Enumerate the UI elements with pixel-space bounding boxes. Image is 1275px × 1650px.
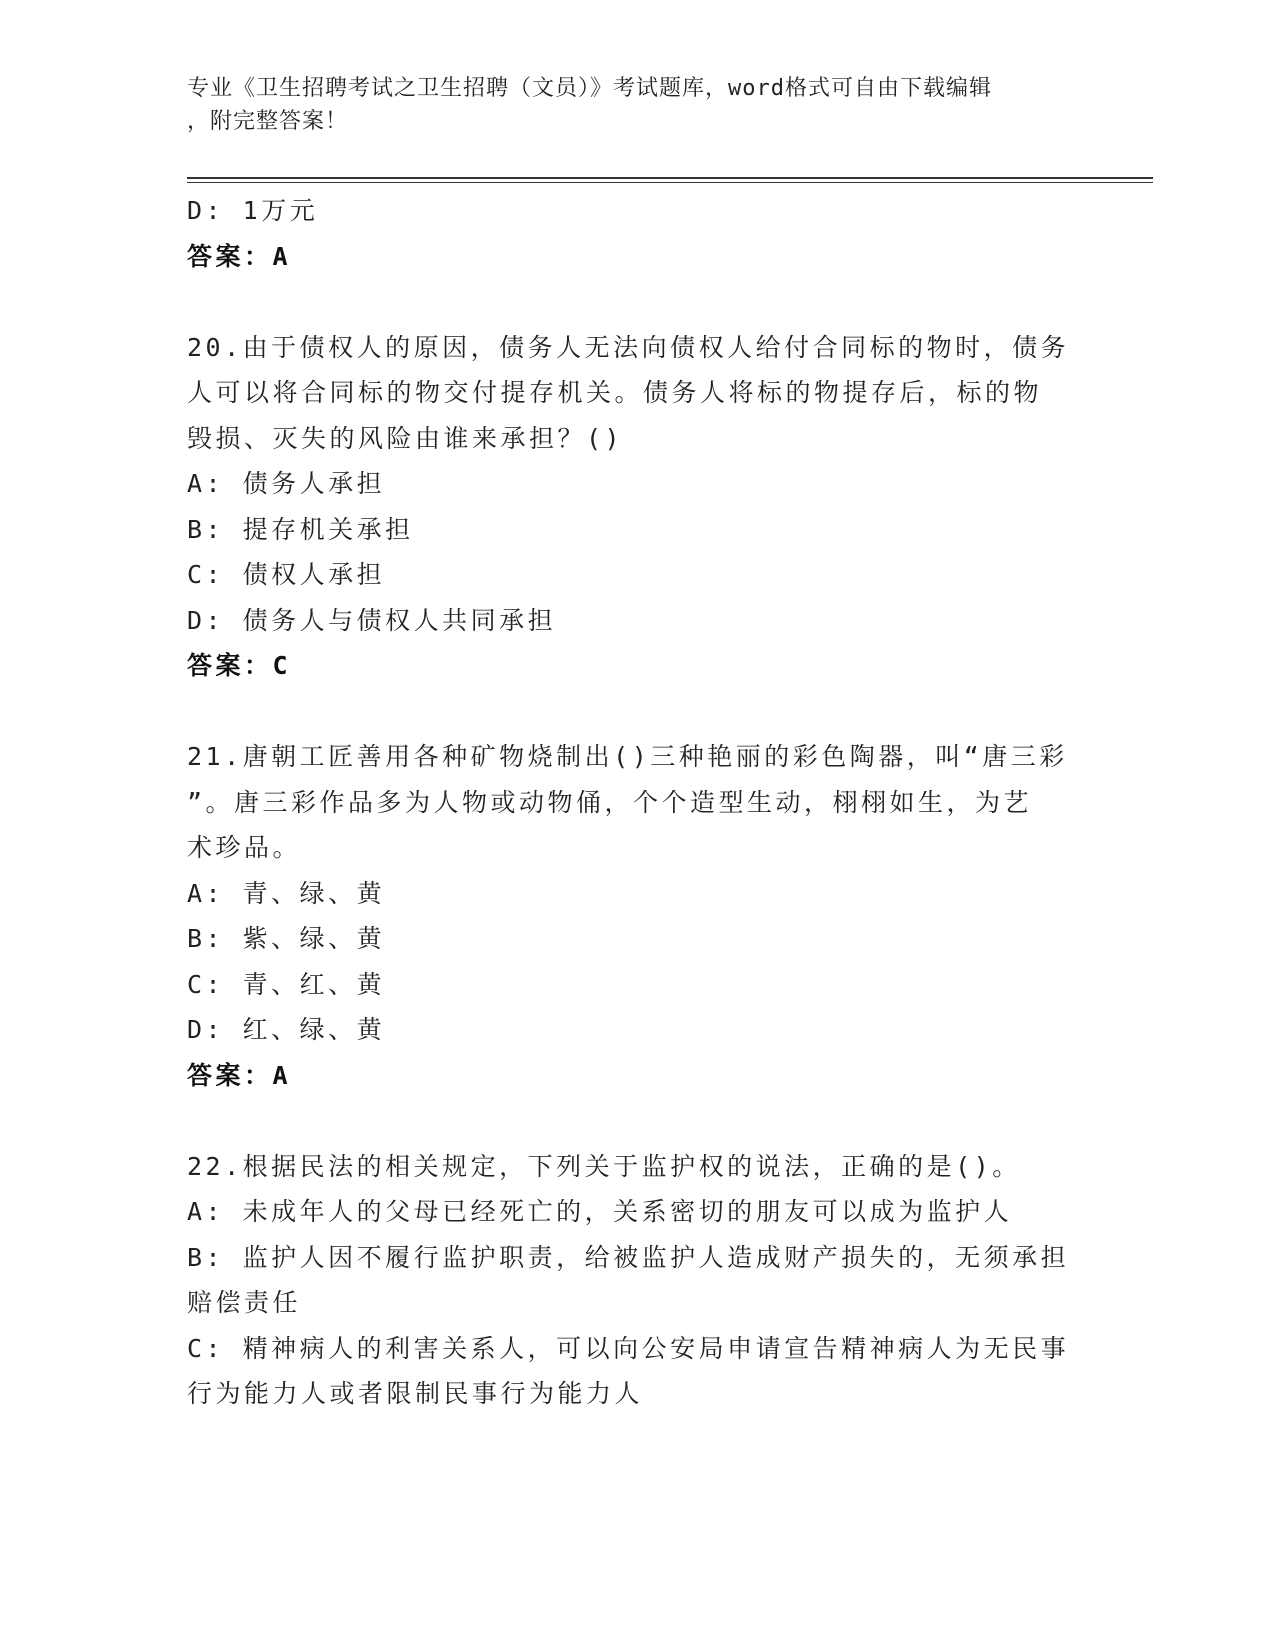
question-21-stem-line-3: 术珍品。 bbox=[187, 833, 302, 862]
question-21-option-a: A: 青、绿、黄 bbox=[187, 878, 386, 908]
spacer bbox=[187, 1098, 1077, 1144]
header-divider-thin bbox=[187, 182, 1153, 183]
question-20-stem-line-3: 毁损、灭失的风险由谁来承担？() bbox=[187, 423, 624, 453]
question-22 bbox=[187, 1144, 1077, 1417]
question-20-option-d: D: 债务人与债权人共同承担 bbox=[187, 605, 557, 635]
question-22-option-c-line-1: C: 精神病人的利害关系人，可以向公安局申请宣告精神病人为无民事 bbox=[187, 1333, 1070, 1363]
question-22-stem: 22.根据民法的相关规定，下列关于监护权的说法，正确的是()。 bbox=[187, 1151, 1021, 1181]
question-21-answer: 答案：A bbox=[187, 1060, 292, 1090]
prev-answer: 答案：A bbox=[187, 241, 292, 271]
question-22-option-c-line-2: 行为能力人或者限制民事行为能力人 bbox=[187, 1379, 644, 1408]
spacer bbox=[187, 689, 1077, 735]
question-20 bbox=[187, 325, 1077, 689]
question-22-option-a: A: 未成年人的父母已经死亡的，关系密切的朋友可以成为监护人 bbox=[187, 1197, 1013, 1226]
question-21-stem-line-2: ”。唐三彩作品多为人物或动物俑，个个造型生动，栩栩如生，为艺 bbox=[187, 787, 1033, 817]
question-content bbox=[187, 188, 1077, 1417]
question-21-option-c: C: 青、红、黄 bbox=[187, 969, 386, 999]
question-21-option-b: B: 紫、绿、黄 bbox=[187, 924, 386, 953]
header-line-1: 专业《卫生招聘考试之卫生招聘（文员）》考试题库，word格式可自由下载编辑 bbox=[187, 76, 992, 101]
prev-option-d: D: 1万元 bbox=[187, 196, 319, 225]
question-21 bbox=[187, 734, 1077, 1098]
header-divider-thick bbox=[187, 177, 1153, 179]
question-21-option-d: D: 红、绿、黄 bbox=[187, 1015, 386, 1044]
question-20-stem-line-1: 20.由于债权人的原因，债务人无法向债权人给付合同标的物时，债务 bbox=[187, 332, 1070, 362]
question-20-option-c: C: 债权人承担 bbox=[187, 560, 386, 589]
question-20-answer: 答案：C bbox=[187, 651, 292, 680]
spacer bbox=[187, 279, 1077, 325]
question-22-option-b-line-1: B: 监护人因不履行监护职责，给被监护人造成财产损失的，无须承担 bbox=[187, 1242, 1070, 1272]
question-20-option-a: A: 债务人承担 bbox=[187, 469, 386, 498]
question-20-stem-line-2: 人可以将合同标的物交付提存机关。债务人将标的物提存后，标的物 bbox=[187, 378, 1043, 407]
page-header bbox=[187, 72, 1067, 138]
header-line-2: ，附完整答案！ bbox=[187, 109, 349, 134]
question-22-option-b-line-2: 赔偿责任 bbox=[187, 1288, 302, 1317]
question-21-stem-line-1: 21.唐朝工匠善用各种矿物烧制出()三种艳丽的彩色陶器，叫“唐三彩 bbox=[187, 742, 1068, 771]
question-20-option-b: B: 提存机关承担 bbox=[187, 514, 414, 544]
